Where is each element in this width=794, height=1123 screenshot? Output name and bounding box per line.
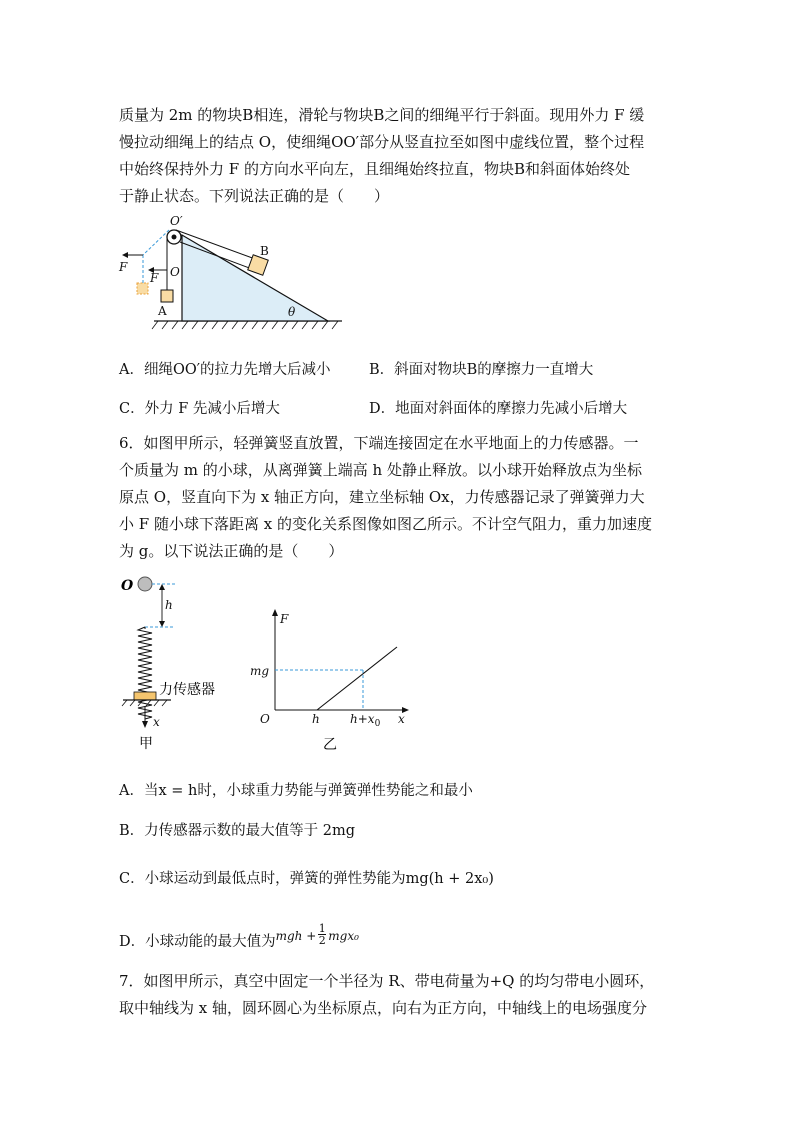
label-o: O (170, 265, 180, 279)
q6-option-d-prefix: D．小球动能的最大值为 (119, 934, 276, 950)
q6-option-c: C．小球运动到最低点时，弹簧的弹性势能为mg(h + 2x₀) (119, 871, 494, 887)
label-pulley: O′ (170, 214, 183, 228)
label-mg: mg (250, 664, 270, 678)
q6-line-3: 原点 O，竖直向下为 x 轴正方向，建立坐标轴 Ox，力传感器记录了弹簧弹力大 (119, 488, 645, 506)
label-f-axis: F (280, 612, 289, 626)
q6-option-d-expr-a: mgh + (275, 928, 317, 943)
q6-stem (119, 430, 689, 565)
label-hx0: $h+x_0$ (350, 712, 381, 729)
q6-option-b: B．力传感器示数的最大值等于 2mg (119, 823, 356, 839)
label-origin-jia: O (121, 578, 134, 594)
label-x-jia: x (153, 715, 160, 729)
incline-block (182, 235, 328, 321)
label-b: B (260, 244, 269, 258)
q6-option-d-expr-b: mgx₀ (328, 928, 359, 943)
q5-option-d: D．地面对斜面体的摩擦力先减小后增大 (369, 401, 628, 417)
q5-incline-figure (110, 205, 350, 340)
q5-option-c: C．外力 F 先减小后增大 (119, 401, 280, 417)
label-sensor: 力传感器 (159, 682, 215, 698)
q6-line-1: 6．如图甲所示，轻弹簧竖直放置，下端连接固定在水平地面上的力传感器。一 (119, 434, 639, 452)
q6-option-a: A．当x = h时，小球重力势能与弹簧弹性势能之和最小 (119, 783, 473, 799)
label-h-jia: h (165, 598, 173, 612)
q7-line-2: 取中轴线为 x 轴，圆环圆心为坐标原点，向右为正方向，中轴线上的电场强度分 (119, 999, 647, 1017)
q6-line-4: 小 F 随小球下落距离 x 的变化关系图像如图乙所示。不计空气阻力，重力加速度 (119, 515, 652, 533)
q5-option-a: A．细绳OO′的拉力先增大后减小 (119, 362, 331, 378)
q7-stem (119, 968, 689, 1022)
q5-line-3: 中始终保持外力 F 的方向水平向左，且细绳始终拉直，物块B和斜面体始终处 (119, 160, 630, 178)
caption-yi: 乙 (323, 737, 337, 753)
frac-den: 2 (318, 934, 326, 947)
q5-option-b: B．斜面对物块B的摩擦力一直增大 (369, 362, 594, 378)
force-sensor (134, 692, 156, 700)
label-h-yi: h (312, 712, 320, 726)
q6-option-d-fraction (318, 923, 326, 946)
label-x-yi: x (398, 712, 405, 726)
label-a: A (158, 304, 167, 318)
q5-line-2: 慢拉动细绳上的结点 O，使细绳OO′部分从竖直拉至如图中虚线位置，整个过程 (119, 133, 645, 151)
q5-stem (119, 102, 689, 210)
caption-jia: 甲 (139, 736, 153, 752)
frac-num: 1 (318, 922, 326, 935)
label-theta: θ (288, 305, 296, 319)
q6-line-2: 个质量为 m 的小球，从离弹簧上端高 h 处静止释放。以小球开始释放点为坐标 (119, 461, 642, 479)
q6-line-5: 为 g。以下说法正确的是（ ） (119, 542, 344, 560)
q7-line-1: 7．如图甲所示，真空中固定一个半径为 R、带电荷量为+Q 的均匀带电小圆环， (119, 972, 655, 990)
q6-fig-yi (250, 605, 420, 755)
q5-line-4: 于静止状态。下列说法正确的是（ ） (119, 187, 390, 205)
label-origin-yi: O (260, 712, 270, 726)
label-f2: F (150, 271, 159, 285)
spring (138, 627, 152, 719)
q6-fig-jia (115, 572, 235, 752)
ball (138, 577, 152, 591)
q5-line-1: 质量为 2m 的物块B相连，滑轮与物块B之间的细绳平行于斜面。现用外力 F 缓 (119, 106, 645, 124)
q6-option-d (119, 918, 359, 951)
chart-series-line (317, 647, 397, 710)
label-f1: F (119, 260, 128, 274)
